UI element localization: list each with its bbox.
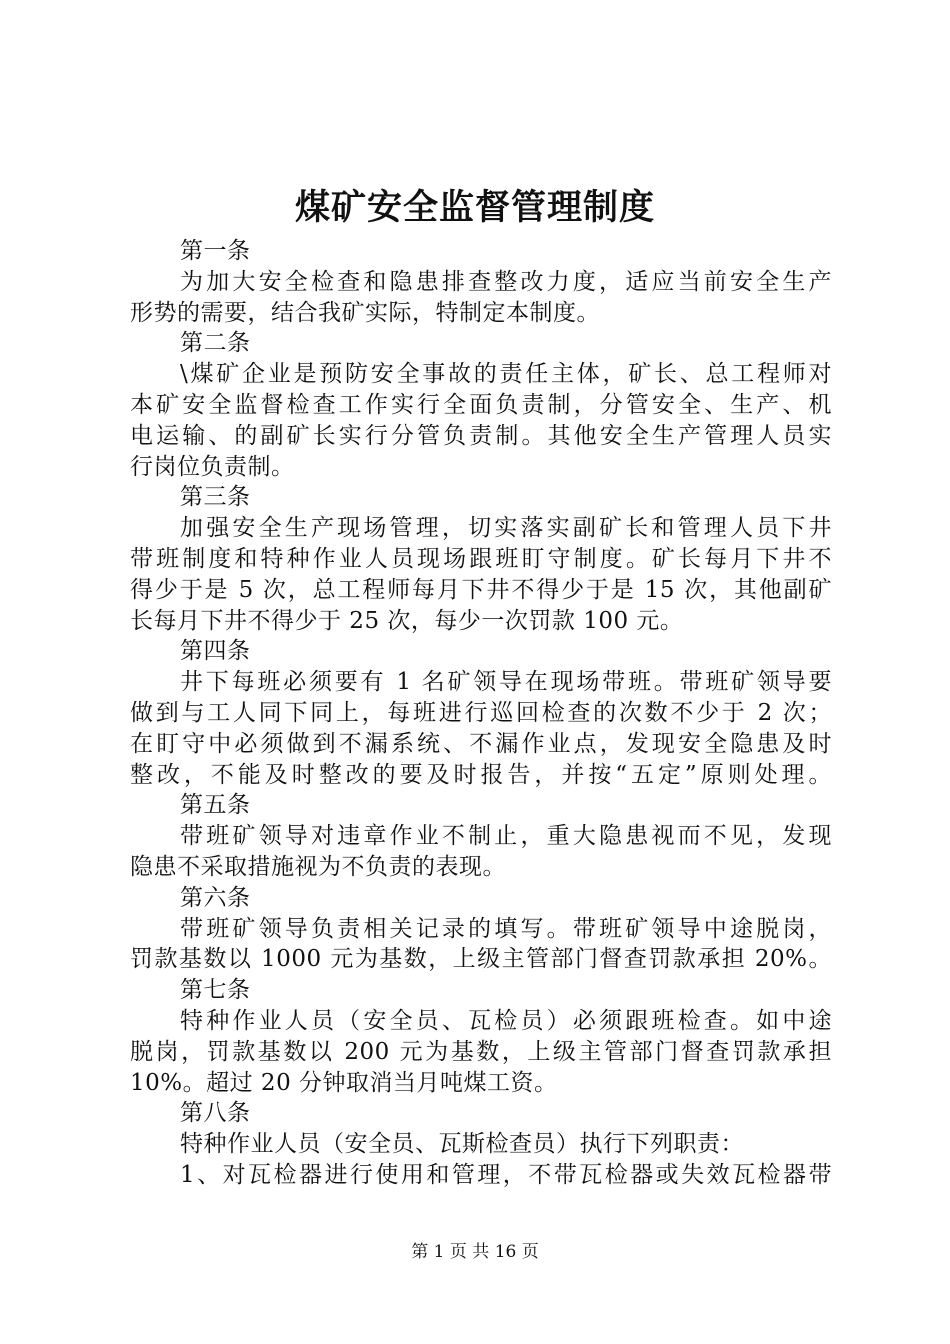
paragraph-line: 长每月下井不得少于 25 次，每少一次罚款 100 元。	[130, 607, 684, 634]
page-footer: 第 1 页 共 16 页	[411, 1242, 539, 1262]
article-heading: 第四条	[180, 638, 251, 665]
article-heading: 第八条	[180, 1100, 251, 1127]
paragraph-line: 1、对瓦检器进行使用和管理，不带瓦检器或失效瓦检器带	[180, 1161, 832, 1188]
paragraph-line: 罚款基数以 1000 元为基数，上级主管部门督查罚款承担 20%。	[130, 946, 832, 973]
paragraph-line: 整改，不能及时整改的要及时报告，并按“五定”原则处理。	[130, 761, 832, 788]
article-heading: 第六条	[180, 884, 251, 911]
article-heading: 第七条	[180, 977, 251, 1004]
paragraph-line: 行岗位负责制。	[130, 453, 295, 480]
paragraph-line: 形势的需要，结合我矿实际，特制定本制度。	[130, 299, 600, 326]
document-body	[130, 236, 832, 1191]
paragraph-line: 特种作业人员（安全员、瓦斯检查员）执行下列职责：	[180, 1131, 744, 1158]
document-title: 煤矿安全监督管理制度	[294, 187, 655, 228]
paragraph-line: 脱岗，罚款基数以 200 元为基数，上级主管部门督查罚款承担	[130, 1038, 832, 1065]
paragraph-line: 在盯守中必须做到不漏系统、不漏作业点，发现安全隐患及时	[130, 730, 832, 757]
paragraph-line: 加强安全生产现场管理，切实落实副矿长和管理人员下井	[180, 515, 832, 542]
paragraph-line: 隐患不采取措施视为不负责的表现。	[130, 853, 506, 880]
paragraph-line: 得少于是 5 次，总工程师每月下井不得少于是 15 次，其他副矿	[130, 576, 832, 603]
paragraph-line: 本矿安全监督检查工作实行全面负责制，分管安全、生产、机	[130, 391, 832, 418]
paragraph-line: \煤矿企业是预防安全事故的责任主体，矿长、总工程师对	[180, 361, 832, 388]
paragraph-line: 做到与工人同下同上，每班进行巡回检查的次数不少于 2 次；	[130, 699, 832, 726]
paragraph-line: 电运输、的副矿长实行分管负责制。其他安全生产管理人员实	[130, 422, 832, 449]
article-heading: 第五条	[180, 792, 251, 819]
paragraph-line: 带班制度和特种作业人员现场跟班盯守制度。矿长每月下井不	[130, 545, 832, 572]
paragraph-line: 为加大安全检查和隐患排查整改力度，适应当前安全生产	[180, 268, 832, 295]
paragraph-line: 带班矿领导对违章作业不制止，重大隐患视而不见，发现	[180, 823, 832, 850]
article-heading: 第二条	[180, 330, 251, 357]
article-heading: 第一条	[180, 238, 251, 264]
paragraph-line: 10%。超过 20 分钟取消当月吨煤工资。	[130, 1069, 558, 1096]
article-heading: 第三条	[180, 484, 251, 511]
paragraph-line: 特种作业人员（安全员、瓦检员）必须跟班检查。如中途	[180, 1007, 832, 1034]
paragraph-line: 井下每班必须要有 1 名矿领导在现场带班。带班矿领导要	[180, 669, 832, 696]
paragraph-line: 带班矿领导负责相关记录的填写。带班矿领导中途脱岗，	[180, 915, 832, 942]
